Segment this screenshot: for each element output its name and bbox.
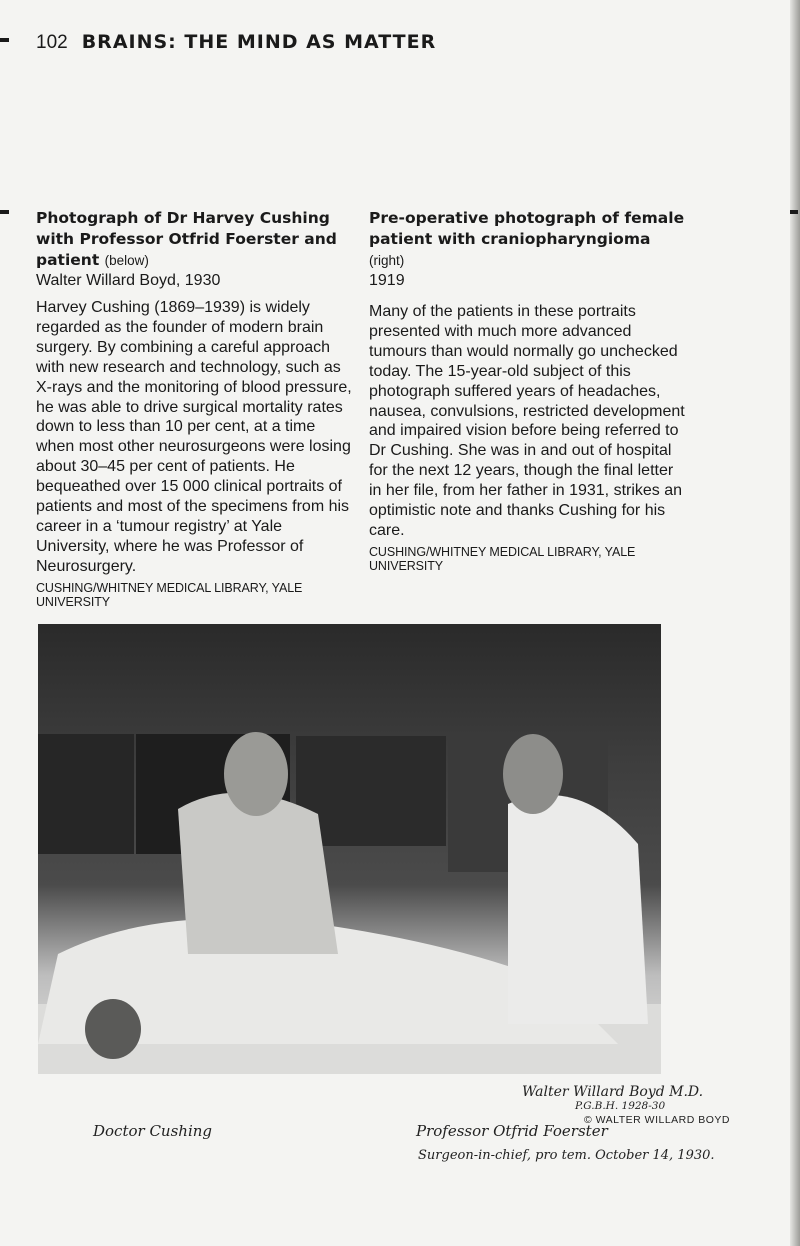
caption-right <box>369 208 685 573</box>
caption-subtitle: 1919 <box>369 272 405 289</box>
caption-left <box>36 208 352 609</box>
inscription-surgeon: Surgeon-in-chief, pro tem. October 14, 1930. <box>418 1148 715 1163</box>
page-edge <box>790 0 800 1246</box>
caption-body: Many of the patients in these portraits presented with much more advanced tumours than would normally go unchecked today. The 15-year-old subject of this photograph suffered years of headaches, nausea, convulsions, restricted development and impaired vision before being referred to Dr Cushing. She was in and out of hospital for the next 12 years, though the final letter in her file, from her father in 1931, strikes an optimistic note and thanks Cushing for his care. <box>369 303 685 539</box>
running-head <box>36 31 436 54</box>
book-title: BRAINS: THE MIND AS MATTER <box>81 31 437 53</box>
caption-title-note: (right) <box>369 253 405 268</box>
inscription-dates: P.G.B.H. 1928-30 <box>575 1100 666 1112</box>
page-edge-mark <box>790 210 798 214</box>
caption-title-text: Photograph of Dr Harvey Cushing with Professor Otfrid Foerster and patient <box>36 209 337 269</box>
caption-title <box>369 208 685 271</box>
thumb-mark <box>0 38 9 42</box>
inscription-professor: Professor Otfrid Foerster <box>416 1122 608 1140</box>
caption-subtitle: Walter Willard Boyd, 1930 <box>36 272 221 289</box>
thumb-mark <box>0 210 9 214</box>
photo-credit: CUSHING/WHITNEY MEDICAL LIBRARY, YALE UNIVERSITY <box>369 544 636 573</box>
photograph-illustration <box>38 624 661 1074</box>
photograph-cushing-foerster <box>38 624 661 1074</box>
inscription-photographer: Walter Willard Boyd M.D. <box>522 1084 704 1100</box>
caption-title-note: (below) <box>104 253 149 268</box>
page-number: 102 <box>36 32 68 53</box>
caption-body: Harvey Cushing (1869–1939) is widely regarded as the founder of modern brain surgery. By combining a careful approach with new research and technology, such as X-rays and the monitoring of blood pressure, he was able to drive surgical mortality rates down to less than 10 per cent, at a time when most other neurosurgeons were losing about 30–45 per cent of patients. He bequeathed over 15 000 clinical portraits of patients and most of the specimens from his career in a ‘tumour registry’ at Yale University, where he was Professor of Neurosurgery. <box>36 299 352 575</box>
inscription-copyright: © WALTER WILLARD BOYD <box>584 1114 731 1126</box>
caption-title-text: Pre-operative photograph of female patient with craniopharyngioma <box>369 209 685 248</box>
caption-title <box>36 208 352 271</box>
inscription-doctor: Doctor Cushing <box>93 1122 213 1140</box>
photo-credit: CUSHING/WHITNEY MEDICAL LIBRARY, YALE UNIVERSITY <box>36 580 303 609</box>
